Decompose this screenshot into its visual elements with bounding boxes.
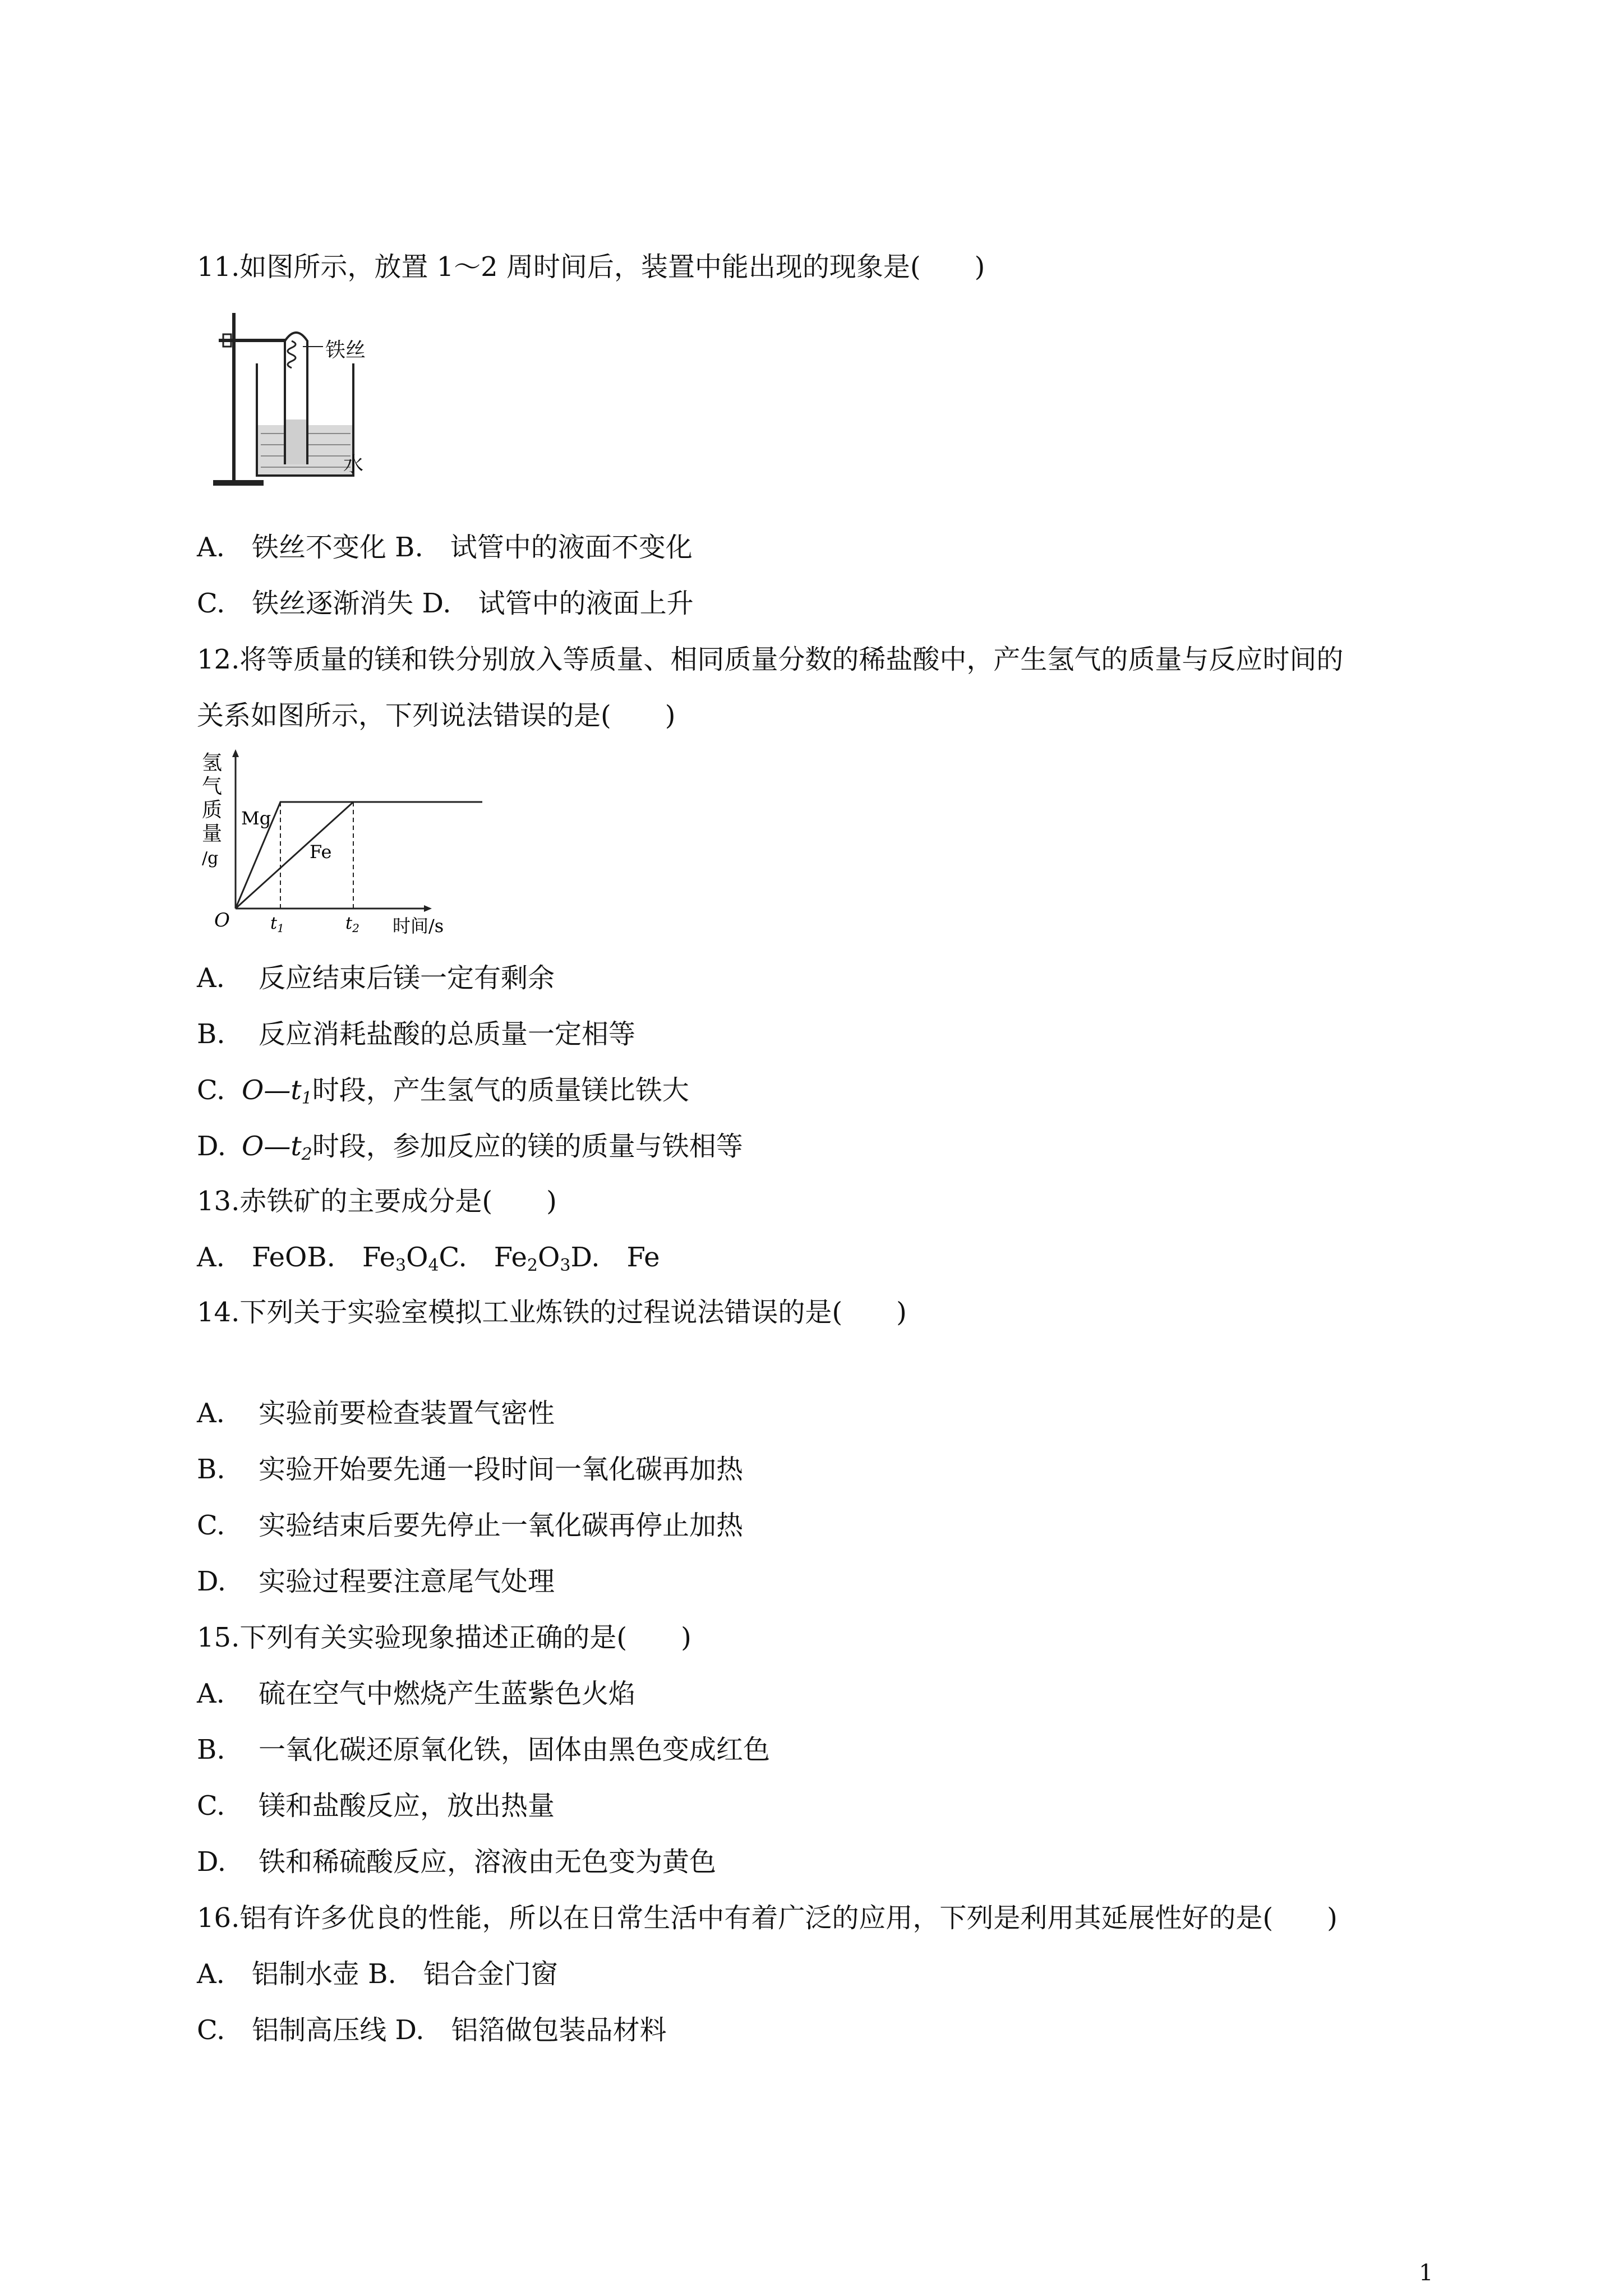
q14-option-c-letter: C. xyxy=(197,1510,225,1541)
q14-option-a-text: 实验前要检查装置气密性 xyxy=(259,1398,555,1429)
q12-option-d-letter: D. xyxy=(197,1131,227,1162)
stand-rod xyxy=(232,313,236,481)
q15-option-b xyxy=(197,1733,770,1767)
q13-opt-c-sub2: 3 xyxy=(560,1256,571,1275)
q14-option-d xyxy=(197,1565,555,1598)
ylabel-char-2: 气 xyxy=(202,775,223,798)
hydrogen-mass-chart xyxy=(191,746,505,937)
q15-option-a-text: 硫在空气中燃烧产生蓝紫色火焰 xyxy=(259,1678,636,1709)
q12-option-b-text: 反应消耗盐酸的总质量一定相等 xyxy=(259,1018,636,1050)
q13-opt-d: D. Fe xyxy=(570,1242,660,1273)
q15-option-b-text: 一氧化碳还原氧化铁，固体由黑色变成红色 xyxy=(259,1734,771,1765)
q13-opt-ab: A. FeOB. Fe xyxy=(197,1242,395,1273)
q14-option-b-letter: B. xyxy=(197,1454,225,1485)
q14-option-c-text: 实验结束后要先停止一氧化碳再停止加热 xyxy=(259,1510,744,1541)
tick-t1: $t_1$ xyxy=(270,914,284,935)
q16-stem: 16.铝有许多优良的性能，所以在日常生活中有着广泛的应用，下列是利用其延展性好的是( ) xyxy=(197,1902,1338,1934)
q14-option-a-letter: A. xyxy=(197,1398,225,1429)
label-water: 水 xyxy=(343,453,364,476)
q15-option-d-letter: D. xyxy=(197,1846,227,1878)
q12-option-b xyxy=(197,1017,635,1051)
ylabel-char-5: /g xyxy=(202,849,219,868)
series-label-fe: Fe xyxy=(310,841,332,863)
ylabel-char-3: 质 xyxy=(202,799,223,822)
stand-base xyxy=(213,480,264,486)
q14-option-c xyxy=(197,1509,743,1542)
q12-option-c xyxy=(197,1073,689,1115)
q13-opt-c-mid: O xyxy=(538,1242,560,1273)
q13-opt-b-sub1: 3 xyxy=(395,1256,407,1275)
q15-option-c-letter: C. xyxy=(197,1790,225,1822)
q16-options-line1: A. 铝制水壶 B. 铝合金门窗 xyxy=(197,1958,558,1990)
q13-opt-c: C. Fe xyxy=(439,1242,527,1273)
q11-options-line2: C. 铁丝逐渐消失 D. 试管中的液面上升 xyxy=(197,588,694,619)
q12-stem-line2: 关系如图所示，下列说法错误的是( ) xyxy=(197,700,676,731)
q12-option-b-letter: B. xyxy=(197,1018,225,1050)
q15-option-a xyxy=(197,1677,635,1711)
q12-option-c-sub: 1 xyxy=(301,1089,312,1108)
q15-stem: 15.下列有关实验现象描述正确的是( ) xyxy=(197,1622,691,1653)
q12-stem-line1: 12.将等质量的镁和铁分别放入等质量、相同质量分数的稀盐酸中，产生氢气的质量与反应时间的 xyxy=(197,644,1344,675)
q13-options xyxy=(197,1241,660,1283)
q15-option-a-letter: A. xyxy=(197,1678,225,1709)
q12-option-c-math: O—t xyxy=(242,1075,302,1106)
q15-option-d xyxy=(197,1845,716,1879)
q15-option-c xyxy=(197,1789,555,1823)
q14-stem: 14.下列关于实验室模拟工业炼铁的过程说法错误的是( ) xyxy=(197,1297,907,1328)
label-iron-wire: 铁丝 xyxy=(325,339,366,362)
origin-label: O xyxy=(214,909,230,932)
q15-option-d-text: 铁和稀硫酸反应，溶液由无色变为黄色 xyxy=(259,1846,717,1878)
series-line-mg xyxy=(236,802,482,909)
x-axis-arrow xyxy=(424,905,432,912)
q12-option-d-text: 时段，参加反应的镁的质量与铁相等 xyxy=(312,1131,743,1162)
y-axis-arrow xyxy=(232,749,239,757)
q12-option-a-letter: A. xyxy=(197,962,225,994)
q12-option-a-text: 反应结束后镁一定有剩余 xyxy=(259,962,555,994)
q12-option-d xyxy=(197,1129,743,1172)
q12-option-d-sub: 2 xyxy=(301,1145,312,1164)
xlabel: 时间/s xyxy=(393,915,444,937)
q11-options-line1: A. 铁丝不变化 B. 试管中的液面不变化 xyxy=(197,532,693,563)
tick-t2: $t_2$ xyxy=(345,914,359,935)
q13-opt-b-mid: O xyxy=(406,1242,428,1273)
q11-stem: 11.如图所示，放置 1～2 周时间后，装置中能出现的现象是( ) xyxy=(197,251,985,283)
q14-option-b-text: 实验开始要先通一段时间一氧化碳再加热 xyxy=(259,1454,744,1485)
q15-option-b-letter: B. xyxy=(197,1734,225,1765)
q13-opt-b-sub2: 4 xyxy=(428,1256,439,1275)
q15-option-c-text: 镁和盐酸反应，放出热量 xyxy=(259,1790,555,1822)
q12-option-a xyxy=(197,961,555,995)
q14-option-a xyxy=(197,1396,555,1430)
q14-option-d-letter: D. xyxy=(197,1566,227,1597)
series-label-mg: Mg xyxy=(241,808,271,829)
q13-opt-c-sub1: 2 xyxy=(527,1256,538,1275)
q16-options-line2: C. 铝制高压线 D. 铝箔做包装品材料 xyxy=(197,2014,667,2046)
q14-option-b xyxy=(197,1453,743,1486)
tube-water xyxy=(286,419,306,464)
page-number: 1 xyxy=(1419,2260,1433,2286)
q12-option-d-math: O—t xyxy=(242,1131,302,1162)
ylabel-char-4: 量 xyxy=(202,822,223,845)
q14-option-d-text: 实验过程要注意尾气处理 xyxy=(259,1566,555,1597)
q12-option-c-letter: C. xyxy=(197,1075,225,1106)
series-line-fe xyxy=(236,802,482,909)
q12-option-c-text: 时段，产生氢气的质量镁比铁大 xyxy=(312,1075,689,1106)
q13-stem: 13.赤铁矿的主要成分是( ) xyxy=(197,1186,557,1217)
ylabel-char-1: 氢 xyxy=(202,751,223,774)
